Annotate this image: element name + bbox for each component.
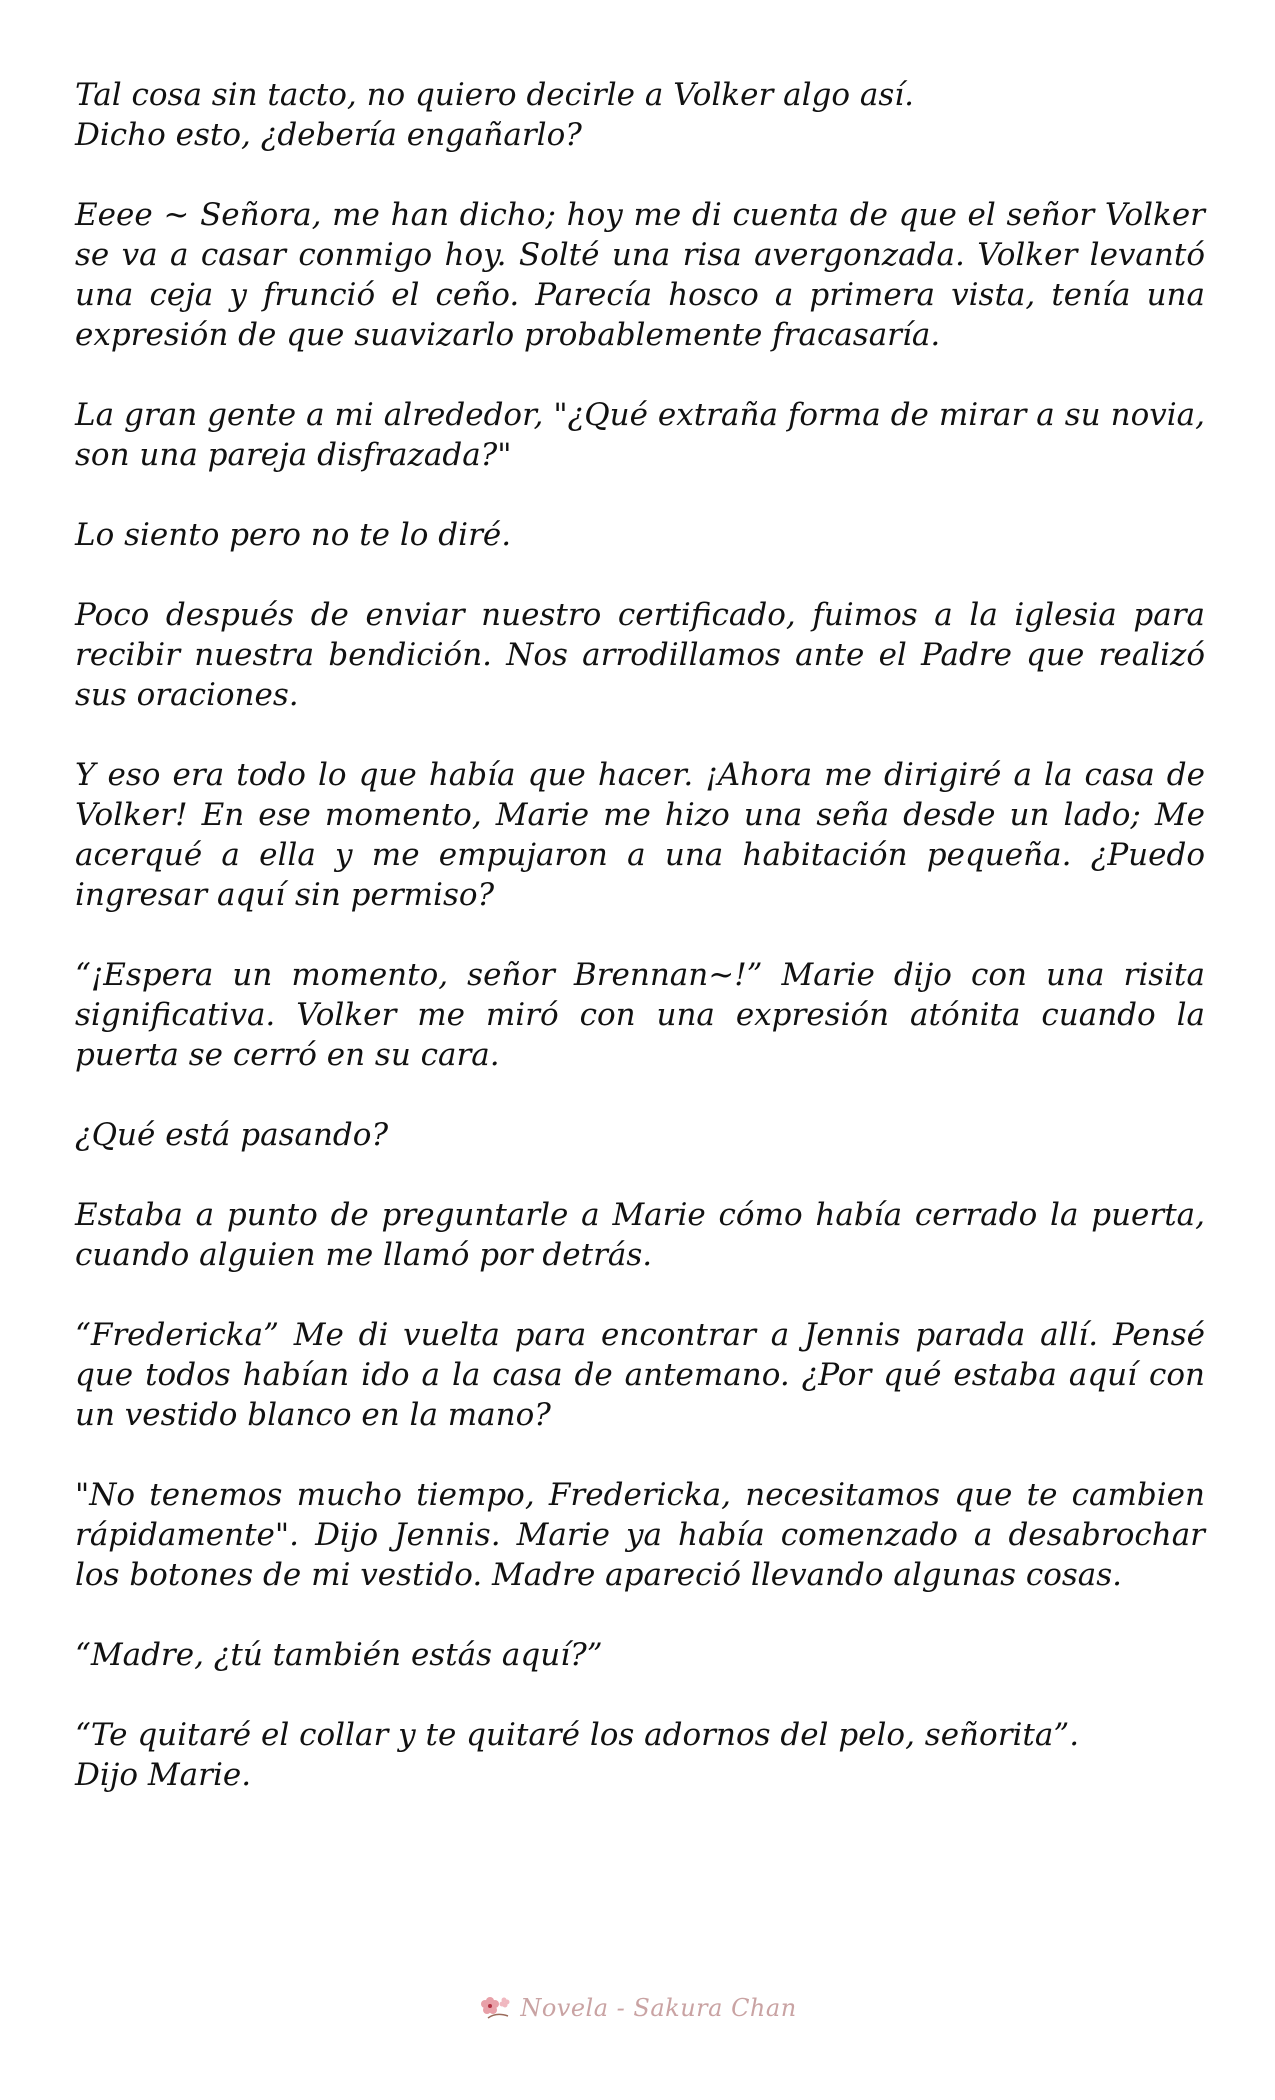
line: ¿Qué está pasando?: [75, 1117, 389, 1153]
footer-watermark: [0, 1992, 1275, 2024]
paragraph-7: [75, 955, 1205, 1075]
paragraph-1: [75, 75, 1205, 155]
paragraph-8: [75, 1115, 1205, 1155]
paragraph-11: [75, 1475, 1205, 1595]
line: "No tenemos mucho tiempo, Fredericka, necesitamos que te cambien rápidamente". Dijo Jennis. Marie ya había comenzado a desabrochar los botones de mi vestido. Madre apareció llevando algunas cosas.: [75, 1477, 1205, 1593]
line: “Te quitaré el collar y te quitaré los adornos del pelo, señorita”.: [75, 1717, 1080, 1753]
paragraph-9: [75, 1195, 1205, 1275]
paragraph-4: [75, 515, 1205, 555]
document-body: [75, 75, 1205, 1835]
line: Eeee ~ Señora, me han dicho; hoy me di cuenta de que el señor Volker se va a casar conmigo hoy. Solté una risa avergonzada. Volker levantó una ceja y frunció el ceño. Parecía hosco a primera vista, tenía una expresión de que suavizarlo probablemente fracasaría.: [75, 197, 1205, 353]
line: Dicho esto, ¿debería engañarlo?: [75, 117, 582, 153]
paragraph-13: [75, 1715, 1205, 1795]
sakura-flower-icon: [478, 1992, 514, 2024]
paragraph-10: [75, 1315, 1205, 1435]
paragraph-3: [75, 395, 1205, 475]
line: La gran gente a mi alrededor, "¿Qué extraña forma de mirar a su novia, son una pareja disfrazada?": [75, 397, 1205, 473]
line: Y eso era todo lo que había que hacer. ¡Ahora me dirigiré a la casa de Volker! En ese momento, Marie me hizo una seña desde un lado; Me acerqué a ella y me empujaron a una habitación pequeña. ¿Puedo ingresar aquí sin permiso?: [75, 757, 1205, 913]
footer-text: Novela - Sakura Chan: [520, 1994, 797, 2022]
line: Poco después de enviar nuestro certificado, fuimos a la iglesia para recibir nuestra bendición. Nos arrodillamos ante el Padre que realizó sus oraciones.: [75, 597, 1205, 713]
line: “Fredericka” Me di vuelta para encontrar a Jennis parada allí. Pensé que todos habían ido a la casa de antemano. ¿Por qué estaba aquí con un vestido blanco en la mano?: [75, 1317, 1205, 1433]
paragraph-6: [75, 755, 1205, 915]
line: Dijo Marie.: [75, 1757, 252, 1793]
line: “Madre, ¿tú también estás aquí?”: [75, 1637, 603, 1673]
line: Estaba a punto de preguntarle a Marie cómo había cerrado la puerta, cuando alguien me llamó por detrás.: [75, 1197, 1205, 1273]
paragraph-5: [75, 595, 1205, 715]
paragraph-12: [75, 1635, 1205, 1675]
line: “¡Espera un momento, señor Brennan~!” Marie dijo con una risita significativa. Volker me miró con una expresión atónita cuando la puerta se cerró en su cara.: [75, 957, 1205, 1073]
line: Lo siento pero no te lo diré.: [75, 517, 512, 553]
line: Tal cosa sin tacto, no quiero decirle a Volker algo así.: [75, 77, 915, 113]
paragraph-2: [75, 195, 1205, 355]
